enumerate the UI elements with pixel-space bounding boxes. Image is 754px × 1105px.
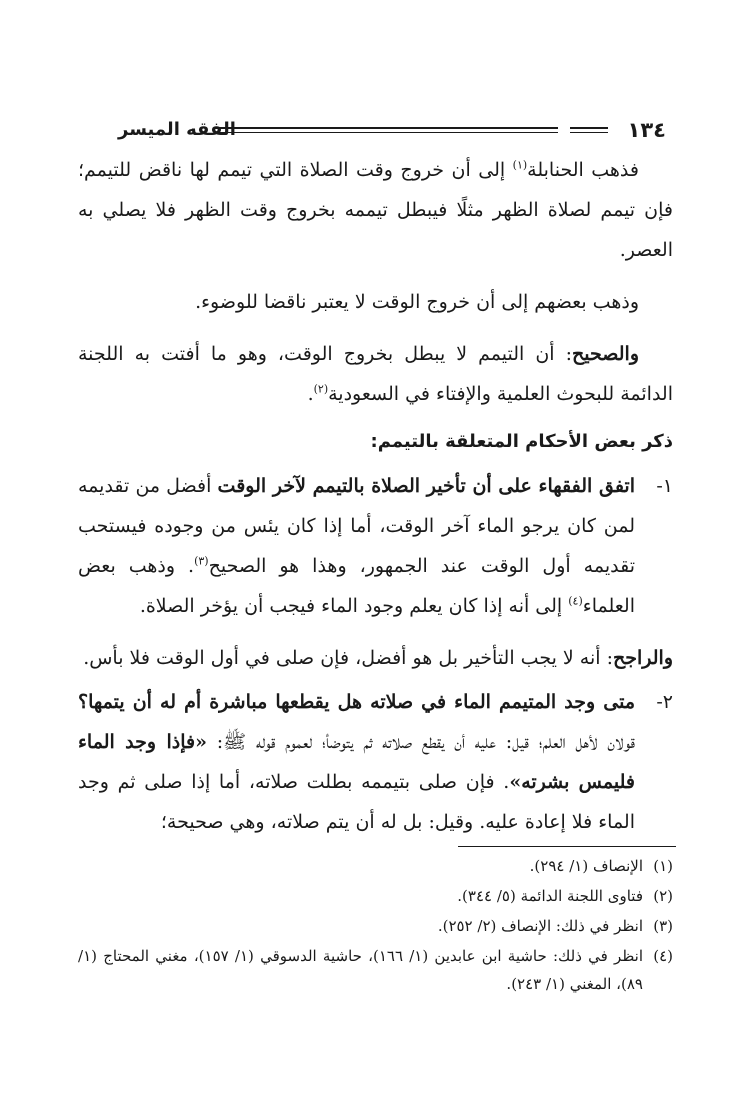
- hadith-quote: «فإذا وجد الماء فليمس بشرته»: [78, 731, 635, 793]
- footnote-marker: (٢): [653, 887, 673, 905]
- footnotes: [78, 852, 673, 1000]
- footnote-marker: (٣): [653, 917, 673, 935]
- footnote-ref-4: (٤): [568, 594, 583, 608]
- item-body: متى وجد المتيمم الماء في صلاته هل يقطعها مباشرة أم له أن يتمها؟ قولان لأهل العلم؛ قيل: عليه أن يقطع صلاته ثم يتوضأ؛ لعموم قوله ﷺ: «فإذا وجد الماء فليمس بشرته». فإن صلى بتيممه بطلت صلاته، أما إذا صلى ثم وجد الماء فلا إعادة عليه. وقيل: بل له أن يتم صلاته، وهي صحيحة؛: [78, 691, 636, 833]
- header-rule-short: [570, 127, 608, 133]
- footnote-ref-3: (٣): [194, 554, 209, 568]
- page-number: ١٣٤: [627, 118, 666, 142]
- item-number: ١-: [656, 475, 673, 497]
- paragraph-other-view: وذهب بعضهم إلى أن خروج الوقت لا يعتبر ناقضا للوضوء.: [195, 291, 639, 313]
- footnote-text: فتاوى اللجنة الدائمة (٥/ ٣٤٤).: [457, 887, 643, 905]
- preponderant-label: والراجح: [612, 647, 673, 669]
- item-body: اتفق الفقهاء على أن تأخير الصلاة بالتيمم لآخر الوقت أفضل من تقديمه لمن كان يرجو الماء آخر الوقت، أما إذا كان يئس من وجوده فيستحب تقديمه أول الوقت عند الجمهور، وهذا هو الصحيح$^{(٣)}$. وذهب بعض العلماء$^{(٤)}$ إلى أنه إذا كان يعلم وجود الماء فيجب أن يؤخر الصلاة.: [78, 475, 635, 617]
- footnote-ref-1: (١): [512, 158, 528, 172]
- footnote-text: انظر في ذلك: حاشية ابن عابدين (١/ ١٦٦)، حاشية الدسوقي (١/ ١٥٧)، مغني المحتاج (١/ ٨٩)، المغني (١/ ٢٤٣).: [78, 947, 643, 993]
- item-number: ٢-: [656, 691, 673, 713]
- paragraph-correct-view: والصحيح: أن التيمم لا يبطل بخروج الوقت، وهو ما أفتت به اللجنة الدائمة للبحوث العلمية والإفتاء في السعودية$^{(٢)}$.: [78, 343, 673, 405]
- footnote-marker: (١): [653, 857, 673, 875]
- footnote-divider: [458, 846, 676, 847]
- item-lead: اتفق الفقهاء على أن تأخير الصلاة بالتيمم لآخر الوقت: [217, 475, 635, 497]
- footnote: [78, 882, 673, 910]
- main-text: [78, 150, 673, 842]
- footnote-text: الإنصاف (١/ ٢٩٤).: [529, 857, 643, 875]
- paragraph-preponderant: والراجح: أنه لا يجب التأخير بل هو أفضل، فإن صلى في أول الوقت فلا بأس.: [83, 647, 673, 669]
- footnote: [78, 942, 673, 998]
- list-item: [78, 682, 673, 842]
- footnote: [78, 852, 673, 880]
- section-heading: ذكر بعض الأحكام المتعلقة بالتيمم:: [370, 431, 673, 452]
- header-rule-long: [214, 127, 558, 133]
- footnote-ref-2: (٢): [313, 382, 329, 396]
- paragraph-hanbali-view: فذهب الحنابلة$^{(١)}$ إلى أن خروج وقت الصلاة التي تيمم لها ناقض للتيمم؛ فإن تيمم لصلاة الظهر مثلًا فيبطل تيممه بخروج وقت الظهر فلا يصلي به العصر.: [78, 158, 673, 261]
- footnote-text: انظر في ذلك: الإنصاف (٢/ ٢٥٢).: [437, 917, 643, 935]
- footnote: [78, 912, 673, 940]
- book-title: الفقه الميسر: [118, 119, 236, 140]
- list-item: [78, 466, 673, 626]
- item-lead: متى وجد المتيمم الماء في صلاته هل يقطعها مباشرة أم له أن يتمها؟: [78, 691, 635, 713]
- page-header: [118, 116, 666, 146]
- footnote-marker: (٤): [653, 947, 673, 965]
- correct-label: والصحيح: [572, 343, 639, 365]
